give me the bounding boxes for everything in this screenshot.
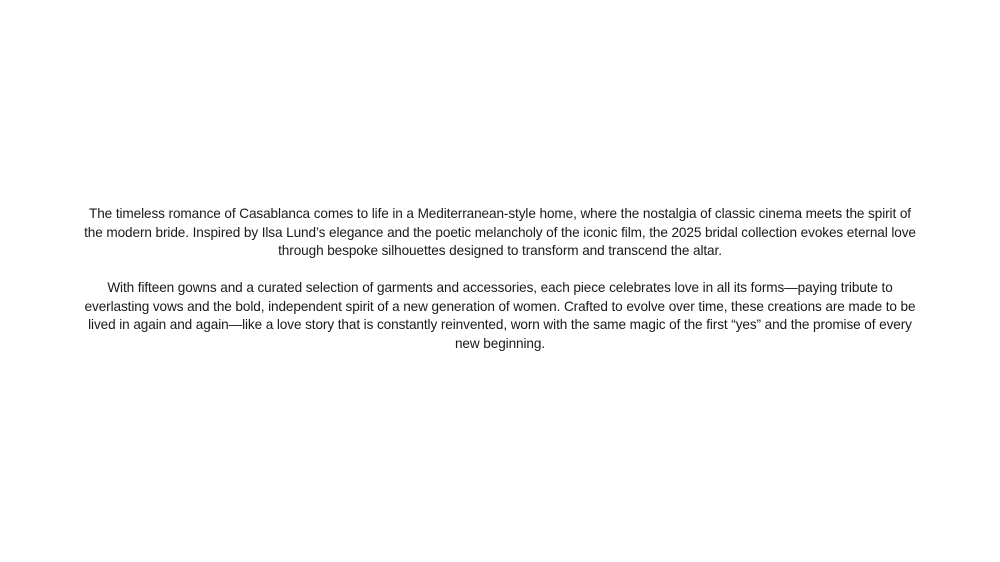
collection-paragraph: With fifteen gowns and a curated selection of garments and accessories, each piece celebrates love in all its forms—paying tribute to everlasting vows and the bold, independent spirit of a new generation of women. Crafted to evolve over time, these creations are made to be lived in again and again—like a love story that is constantly reinvented, worn with the same magic of the first “yes” and the promise of every new beginning. [84, 280, 916, 351]
collection-description [80, 205, 920, 353]
intro-paragraph: The timeless romance of Casablanca comes to life in a Mediterranean-style home, where the nostalgia of classic cinema meets the spirit of the modern bride. Inspired by Ilsa Lund’s elegance and the poetic melancholy of the iconic film, the 2025 bridal collection evokes eternal love through bespoke silhouettes designed to transform and transcend the altar. [84, 206, 916, 258]
